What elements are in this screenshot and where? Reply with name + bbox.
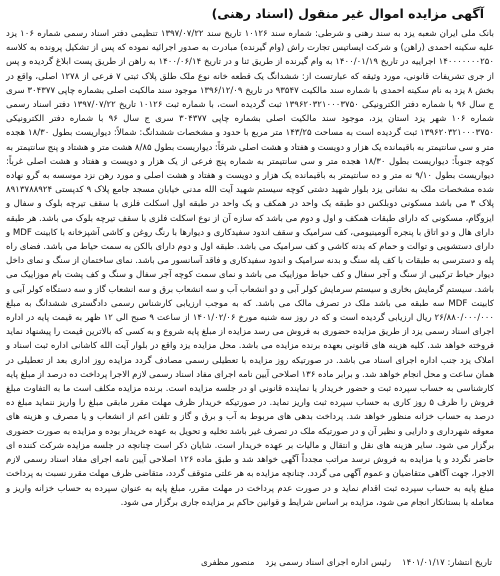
publish-date-value: ۱۴۰۱/۰۱/۱۷ [402,558,445,568]
official-name: منصور مظفری [201,558,255,568]
notice-signature [8,556,492,570]
notice-title: آگهی مزایده اموال غیر منقول (اسناد رهنی) [211,6,484,21]
notice-body: بانک ملی ایران شعبه یزد به سند رهنی و شرطی: شماره سند ۱۰۱۲۶ تاریخ سند ۱۳۹۷/۰۷/۲۲ تنظیمی دفتر اسناد رسمی شماره ۱۰۶ یزد علیه سکینه احمدی (راهن) و شرکت ایساتیس تجارت راش (وام گیرنده) مبادرت به صدور اجرائیه نموده که پس از تشکیل پرونده به کلاسه ۱۴۰۰۰۰۰۰۰۲۵۰ اجراییه در تاریخ ۱۴۰۰/۰۱/۱۹ به وام گیرنده از طریق ثنا و در تاریخ ۱۴۰۰/۰۶/۱۴ به راهن از طریق پست ابلاغ گردیده و پس از جری تشریفات قانونی، مورد وثیقه که عبارتست از: ششدانگ یک قطعه خانه نوع ملک طلق پلاک ثبتی ۷ فرعی از ۱۲۷۸ اصلی، واقع در بخش ۸ یزد به نام سکینه احمدی با شماره سند مالکیت ۹۳۵۴۷ در تاریخ ۱۳۹۶/۱۲/۰۹ موجود سند مالکیت اصلی بشماره چاپی ۳۰۴۳۷۷ سری ج سال ۹۶ با شماره دفتر الکترونیکی ۱۳۹۶۲۰۳۲۱۰۰۰۳۷۵۰ ثبت گردیده است، با شماره ثبت ۱۰۱۲۶ تاریخ ۱۳۹۷/۰۷/۲۲ دفتر اسناد رسمی شماره ۱۰۶ شهر یزد استان یزد، موجود سند مالکیت اصلی بشماره چاپی ۳۰۴۳۷۷ سری ج سال ۹۶ با شماره دفتر الکترونیکی ۱۳۹۶۲۰۳۲۱۰۰۰۳۷۵۰ ثبت گردیده است به مساحت ۱۴۳/۲۵ متر مربع با حدود و مشخصات ششدانگ: شمالاً: دیواریست بطول ۱۸/۳۰ هجده متر و سی سانتیمتر به باقیمانده یک هزار و دویست و هفتاد و هشت اصلی شرقاً: دیواریست بطول ۸/۸۵ هشت متر و هشتاد و پنج سانتیمتر به کوچه جنوباً: دیواریست بطول ۱۸/۳۰ هجده متر و سی سانتیمتر به شماره پنج فرعی از یک هزار و دویست و هفتاد و هشت اصلی غرباً: دیواریست بطول ۹/۱۰ نه متر و ده سانتیمتر به باقیمانده یک هزار و دویست و هفتاد و هشت اصلی و مورد رهن نزد موسسه به گرو نهاده شده مشخصات ملک به نشانی یزد بلوار شهید دشتی کوچه سیستم شهید آیت الله مدنی خیابان مسجد جامع پلاک ۹ کدپستی ۸۹۱۳۷۸۸۹۲۴ پلاک ۳ می باشد مسکونی دوبلکس دو طبقه یک واحد در همکف و یک واحد در طبقه اول اسکلت فلزی با سقف تیرچه بلوک و سفال و ایزوگام، مسکونی که دارای طبقات همکف و اول و دوم می باشد که سازه آن از نوع اسکلت فلزی با سقف تیرچه بلوک می باشد. هر طبقه دارای هال و دو اتاق با پنجره آلومینیومی، کف سرامیک و سقف اندود سفیدکاری و دیوارها با رنگ روغن و کاشی آشپزخانه با کابینت MDF و دارای دستشویی و توالت و حمام که بدنه کاشی و کف سرامیک می باشد. طبقه اول و دوم دارای بالکن به سمت حیاط می باشد. فضای راه پله و دسترسی به طبقات با کف پله سنگ و بدنه سرامیک و اندود سفیدکاری و فاقد آسانسور می باشد. نمای ساختمان از سنگ و نمای داخل دیوار حیاط ترکیبی از سنگ و آجر سفال و کف حیاط موزاییک می باشد و نمای سمت کوچه آجر سفال و سنگ و کف پشت بام موزاییک می باشد. سیستم گرمایش بخاری و سیستم سرمایش کولر آبی و دو انشعاب آب و سه انشعاب برق و سه انشعاب گاز و سه دستگاه کولر آبی و کابینت MDF سه طبقه می باشد ملک در تصرف مالک می باشد. که به موجب ارزیابی کارشناس رسمی دادگستری ششدانگ به مبلغ ۲۶/۸۸۰/۰۰۰/۰۰۰ ریال ارزیابی گردیده است و که در روز سه شنبه مورخ ۱۴۰۱/۰۲/۰۶ از ساعت ۹ صبح الی ۱۲ ظهر به قیمت پایه در اداره اجرای اسناد رسمی یزد از طریق مزایده حضوری به فروش می رسد مزایده از مبلغ پایه شروع و به کسی که بالاترین قیمت را پیشنهاد نماید فروخته خواهد شد. کلیه هزینه های قانونی بعهده برنده مزایده می باشد. محل مزایده یزد واقع در بلوار آیت الله کاشانی اداره ثبت اسناد و املاک یزد جنب اداره اجرای اسناد می باشد. در صورتیکه روز مزایده با تعطیلی رسمی مصادف گردد مزایده روز اداری بعد از تعطیلی در همان ساعت و محل انجام خواهد شد. و برابر ماده ۱۳۶ اصلاحی آیین نامه اجرای مفاد اسناد رسمی لازم الاجرا پرداخت ده درصد از مبلغ پایه کارشناسی به حساب سپرده ثبت و حضور خریدار یا نماینده قانونی او در جلسه مزایده است. برنده مزایده مکلف است ما به التفاوت مبلغ فروش را ظرف ۵ روز کاری به حساب سپرده ثبت واریز نماید. در صورتیکه خریدار ظرف مهلت مقرر مابقی مبلغ را واریز ننماید مبلغ ده درصد به حساب خزانه منظور خواهد شد. پرداخت بدهی های مربوط به آب و برق و گاز و تلفن اعم از انشعاب و یا مصرف و هزینه های معوقه شهرداری و دارایی و نظیر آن و در صورتیکه ملک در تصرف غیر باشد تخلیه و تحویل به عهده خریدار بوده و مزایده به صورت حضوری برگزار می شود. سایر هزینه های نقل و انتقال و مالیات بر عهده خریدار است. شایان ذکر است چنانچه در جلسه مزایده شرکت کننده ای حاضر نگردد و یا مزایده به فروش نرسد مراتب مجدداً آگهی خواهد شد و طبق ماده ۱۲۶ اصلاحی آیین نامه اجرای مفاد اسناد رسمی لازم الاجرا، جهت آگاهی متقاضیان و عموم آگهی می گردد. چنانچه مزایده به هر علتی متوقف گردد، متقاضی ظرف مهلت مقرر نسبت به پرداخت مبلغ پایه به حساب سپرده ثبت اقدام نماید و در صورت عدم پرداخت در مهلت مقرر، مبلغ پایه به عنوان سپرده به حساب خزانه واریز و معامله با بستانکار انجام می شود، مزایده بر اساس شرایط و قوانین حاکم بر مزایده جاری برگزار می شود. [6,29,495,508]
issuing-authority: رئیس اداره اجرای اسناد رسمی یزد [265,558,392,568]
publish-date-label: تاریخ انتشار: [447,558,492,568]
